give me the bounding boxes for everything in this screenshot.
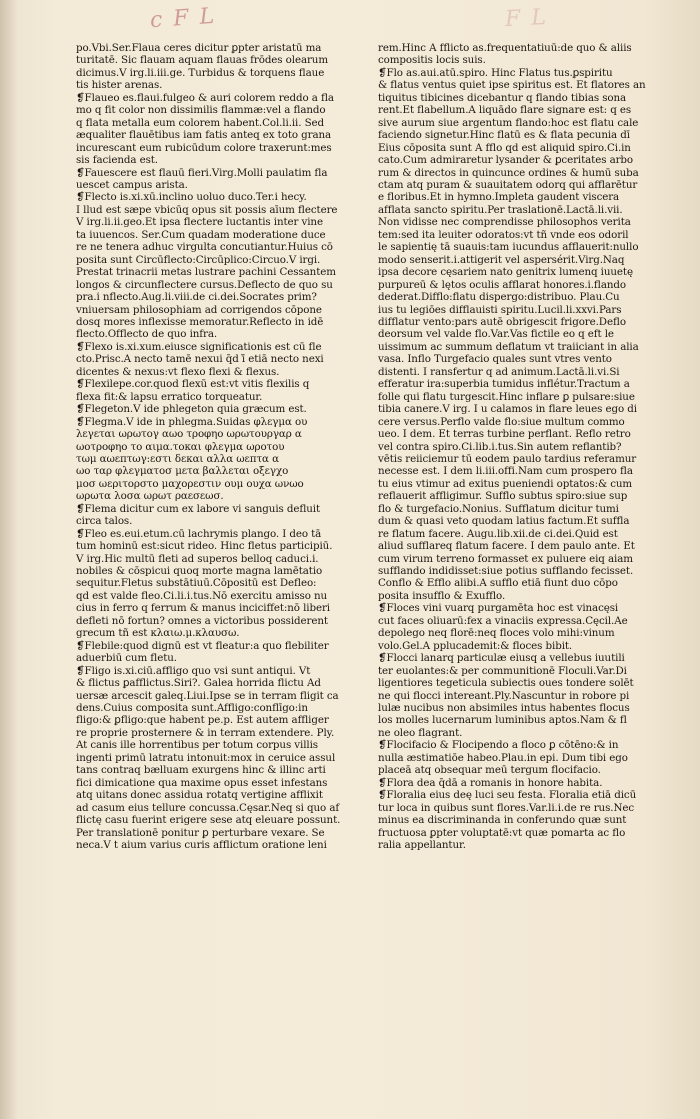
text-line: sis facienda est. [76,154,158,167]
text-line: ❡Flebile:quod dignū est vt fleatur:a quo flebiliter [76,639,329,652]
text-line: & flictus ꝑafflictus.Siri?. Galea horrida flictu Ad [76,677,321,690]
text-line: dosq mores inflexisse memoratur.Reflecto in idē [76,315,324,328]
gutter-shadow [0,0,18,1119]
text-line: cut faces oliuarū:fex a vinaciis expressa.Cęcil.Ae [378,614,628,627]
text-line: depolego neq florē:neq floces volo mihi:vinum [378,627,615,640]
text-line: ius tu legiōes difflauisti spiritu.Lucil.li.xxvi.Pars [378,303,622,316]
text-line: incurescant eum rubicūdum colore traxerunt:mes [76,141,332,154]
text-line: ta iuuencos. Ser.Cum quadam moderatione duce [76,228,326,241]
text-line: ne oleo flagrant. [378,726,463,739]
text-line: reflauerit affligimur. Sufflo subtus spiro:siue sup [378,490,628,503]
text-line: cato.Cum admiraretur lysander & ꝑceritates arbo [378,154,634,167]
text-line: fructuosa ꝑpter voluptatē:vt quæ pomarta ac flo [378,826,626,839]
text-line: uescet campus arista. [76,178,188,191]
text-line: placeā atq obsequar meū tergum flocifacio. [378,764,601,777]
text-line: re flatum facere. Augu.lib.xii.de ci.dei.Quid est [378,527,618,540]
text-line: flecto.Offlecto de quo infra. [76,328,218,341]
text-line: flictę casu fuerint erigere sese atq eleuare possunt. [76,814,341,827]
text-line: rent.Et flabellum.A liquādo flare signare est: q es [378,104,632,117]
text-line: μοσ ωεριτορστο μαχορεστιν ουμ ουχα ωνωο [76,477,304,490]
text-line: nobiles & cōspicui quoq morte magna lamētatio [76,565,323,578]
text-line: flo & turgefacio.Nonius. Sufflatum dicitur tumi [378,502,619,515]
text-line: ❡Fauescere est flauū fieri.Virg.Molli paulatim fla [76,166,328,179]
text-line: mo q fit color non dissimilis flammæ:vel a flando [76,104,326,117]
text-line: tibia canere.V irg. I u calamos in flare leues ego di [378,403,637,416]
text-line: fici dimicatione qua maxime opus esset infestans [76,776,328,789]
text-line: cius in ferro q ferrum & manus inciciffet:nō liberi [76,602,330,615]
text-line: ligentiores tegeticula subiectis oues tondere solēt [378,677,634,690]
text-line: ter euolantes:& per communitionē Floculi.Var.Di [378,664,627,677]
text-line: ❡Flaueo es.flaui.fulgeo & auri colorem reddo a fla [76,91,334,104]
text-line: & flatus ventus quiet ipse spiritus est. Et flatores an [378,79,646,92]
text-line: vētis reiiciemur tū eodem paulo tardius referamur [378,452,637,465]
text-line: ❡Flegma.V ide in phlegma.Suidas φλεγμα ου [76,415,308,428]
text-line: distenti. I ransfertur q ad animum.Lactā.li.vi.Si [378,365,620,378]
text-line: re proprie prosternere & in terram extendere. Ply. [76,726,335,739]
marginal-annotation-right: F L [504,4,549,33]
text-line: ❡Flocci lanarq particulæ eiusq a vellebus iuutili [378,652,625,665]
text-line: Per translationē ponitur ꝑ perturbare vexare. Se [76,826,325,839]
text-line: grecum tñ est κλαιω.μ.κλαυσω. [76,627,240,640]
text-line: rum & directos in quincunce ordines & humū suba [378,166,639,179]
text-line: modo senserit.i.attigerit vel aspersérit.Virg.Naq [378,253,625,266]
text-line: tum hominū est:sicut rideo. Hinc fletus participiū. [76,540,333,553]
text-line: aliud sufflareq flatum facere. I dem paulo ante. Et [378,540,635,553]
text-line: ❡Flo as.aui.atū.spiro. Hinc Flatus tus.ꝑspiritu [378,66,613,79]
text-line: vasa. Inflo Turgefacio quales sunt vtres vento [378,353,612,366]
text-line: los molles lucernarum luminibus aptos.Nam & fl [378,714,627,727]
text-line: pra.i nflecto.Aug.li.viii.de ci.dei.Socrates prim? [76,291,317,304]
text-line: sequitur.Fletus substātiuū.Cōpositū est Defleo: [76,577,317,590]
text-line: ❡Flexo is.xi.xum.eiusce significationis est cū fle [76,340,322,353]
text-line: ne qui flocci intereant.Ply.Nascuntur in robore pi [378,689,630,702]
text-line: uersæ arcescit galeq.Liui.Ipse se in terram fligit ca [76,689,339,702]
text-line: ❡Flema dicitur cum ex labore vi sanguis defluit [76,502,321,515]
text-line: lulæ nucibus non absimiles intus habentes flocus [378,702,630,715]
text-line: ueo. I dem. Et terras turbine perflant. Reflo retro [378,428,631,441]
text-line: At canis ille horrentibus per totum corpus villis [76,739,318,752]
text-line: nulla æstimatiōe habeo.Plau.in epi. Dum tibi ego [378,751,628,764]
text-line: aduerbiū cum fletu. [76,652,177,665]
text-line: I llud est sæpe vbicūq opus sit possis aīum flectere [76,203,338,216]
text-line: tans contraq bælluam exurgens hinc & illinc arti [76,764,326,777]
text-line: dicentes & nexus:vt flexo flexi & flexus. [76,365,280,378]
text-line: faciendo signetur.Hinc flatū es & flata pecunia dī [378,129,630,142]
text-line: rem.Hinc A fflicto as.frequentatiuū:de quo & aliis [378,42,632,54]
text-line: Prestat trinacrii metas lustrare pachini Cessantem [76,266,336,279]
text-line: compositis locis suis. [378,54,486,67]
text-line: Non vidisse nec comprendisse philosophos verita [378,216,631,229]
text-line: ❡Flexilepe.cor.quod flexū est:vt vitis flexilis q [76,378,310,391]
text-line: dederat.Difflo:flatu dispergo:distribuo. Plau.Cu [378,291,620,304]
text-line: dens.Cuius composita sunt.Affligo:conflīgo:in [76,702,308,715]
text-line: ❡Flecto is.xi.xū.inclino uoluo duco.Ter.i hecy. [76,191,307,204]
text-line: e floribus.Et in hymno.Impleta gaudent viscera [378,191,620,204]
text-line: uissimum ac summum deflatum vt traiiciant in alia [378,340,639,353]
text-line: sive aurum siue argentum flando:hoc est flatu cale [378,116,639,129]
text-line: turitatē. Sic flauam aquam flauas frōdes olearum [76,54,329,67]
text-line: q flata metalla eum colorem habent.Col.li.ii. Sed [76,116,325,129]
text-line: cum virum terreno formasset ex puluere eiq aiam [378,552,633,565]
text-line: po.Vbi.Ser.Flaua ceres dicitur ꝑpter aristatū ma [76,42,322,54]
text-line: æqualiter flauētibus iam fatis anteq ex toto grana [76,129,332,142]
text-line: difflatur vento:pars autē obrigescit frigore.Deflo [378,315,626,328]
text-line: ❡Flegeton.V ide phlegeton quia græcum est. [76,403,307,416]
text-line: ❡Floces vini vuarq purgamēta hoc est vinacęsi [378,602,619,615]
text-line: V irg.Hic multū fleti ad superos belloq caduci.i. [76,552,319,565]
text-line: ωοτροφηο το αιμα.τοκαι φλεγμα ωροτου [76,440,285,453]
text-line: defleti nō fortun? omnes a victoribus possiderent [76,614,328,627]
text-line: ipsa decore cęsariem nato genitrix lumenq iuuetę [378,266,633,279]
text-line: λεγεται ωρωτογ αωο τροφηο ωρωτουργαρ α [76,428,302,441]
text-line: afflata sancto spiritu.Per traslationē.Lactā.li.vii. [378,203,623,216]
text-line: posita insufflo & Exufflo. [378,589,506,602]
text-line: ad casum eius tellure concussa.Cęsar.Neq si quo af [76,801,340,814]
text-line: le sapientię tā suauis:tam iucundus afflauerit:nullo [378,241,639,254]
text-line: purpureū & lętos oculis afflarat honores.i.flando [378,278,626,291]
text-line: ralia appellantur. [378,839,466,851]
text-line: ❡Floralia eius deę luci seu festa. Floralia etiā dicū [378,789,637,802]
text-line: circa talos. [76,515,133,528]
text-line: qd est valde fleo.Ci.li.i.tus.Nō exercitu amisso nu [76,589,328,602]
text-line: ctam atq puram & suauitatem odorq qui afflarētur [378,178,638,191]
text-line: tur loca in quibus sunt flores.Var.li.i.de re rus.Nec [378,801,635,814]
text-line: ωρωτα λοσα ωρωτ ραεσεωσ. [76,490,224,503]
text-line: tu eius vtimur ad exitus pueniendi optatos:& cum [378,477,633,490]
text-line: cto.Prisc.A necto tamē nexui q̄d ī̄ etiā necto nexi [76,353,324,366]
text-line: ❡Fleo es.eui.etum.cū lachrymis plango. I deo tā [76,527,322,540]
left-text-column [76,42,366,1052]
text-line: atq uitans donec assidua rotatq vertigine afflixit [76,789,323,802]
text-line: necesse est. I dem li.iii.offi.Nam cum prospero fla [378,465,633,478]
text-line: longos & circunflectere cursus.Deflecto de quo su [76,278,333,291]
text-line: ❡Fligo is.xi.ciū.affligo quo vsi sunt antiqui. Vt [76,664,311,677]
text-line: vniuersam philosophiam ad corrigendos cōpone [76,303,322,316]
text-line: ❡Flora dea q̄dā a romanis in honore habita. [378,776,603,789]
text-line: cere versus.Perflo valde flo:siue multum commo [378,415,625,428]
text-line: Eius cōposita sunt A fflo qd est aliquid spiro.Ci.in [378,141,631,154]
text-line: tiquitus tibicines dicebantur q flando tibias sona [378,91,627,104]
text-line: flexa fit:& lapsu erratico torqueatur. [76,390,263,403]
text-line: Conflo & Efflo alibi.A sufflo etiā fiunt duo cōpo [378,577,618,590]
text-line: ingenti primū latratu intonuit:mox in ceruice assul [76,751,336,764]
text-line: tis hister arenas. [76,79,163,92]
text-line: volo.Gel.A pplucademit:& floces bibit. [378,639,573,652]
text-line: neca.V t aium varius curis afflictum oratione leni [76,839,327,851]
text-line: vel contra spiro.Ci.lib.i.tus.Sin autem reflantib? [378,440,622,453]
text-line: efferatur ira:superbia tumidus inflétur.Tractum a [378,378,630,391]
text-line: τωμ αωεπτωγ:εστι δεκαι αλλα ωεπτα α [76,452,279,465]
marginal-annotation-left: c F L [149,3,217,34]
right-text-column [378,42,672,851]
text-line: ❡Flocifacio & Flocipendo a floco ꝑ cōtēno:& in [378,739,619,752]
text-line: folle qui flatu turgescit.Hinc inflare ꝑ pulsare:siue [378,390,635,403]
text-line: dum & quasi veto quodam latius factum.Et suffla [378,515,630,528]
text-line: tem:sed ita leuiter odoratos:vt tñ vnde eos odoril [378,228,629,241]
text-line: dicimus.V irg.li.iii.ge. Turbidus & torquens flaue [76,66,325,79]
text-line: V irg.li.ii.geo.Et ipsa flectere luctantis inter vine [76,216,323,229]
text-line: deorsum vel valde flo.Var.Vas fictile eo q eft le [378,328,614,341]
text-line: posita sunt Circūflecto:Circūplico:Circuo.V irgi. [76,253,321,266]
text-line: sufflando indidisset:siue potius sufflando fecisset. [378,565,634,578]
text-line: re ne tenera adhuc virgulta concutiantur.Huius cō [76,241,333,254]
text-line: ωο ταρ φλεγματοσ μετα βαλλεται οξεγχο [76,465,289,478]
text-line: fligo:& ꝑfligo:que habent pe.p. Est autem affliger [76,714,329,727]
text-line: minus ea discriminanda in conferundo quæ sunt [378,814,627,827]
